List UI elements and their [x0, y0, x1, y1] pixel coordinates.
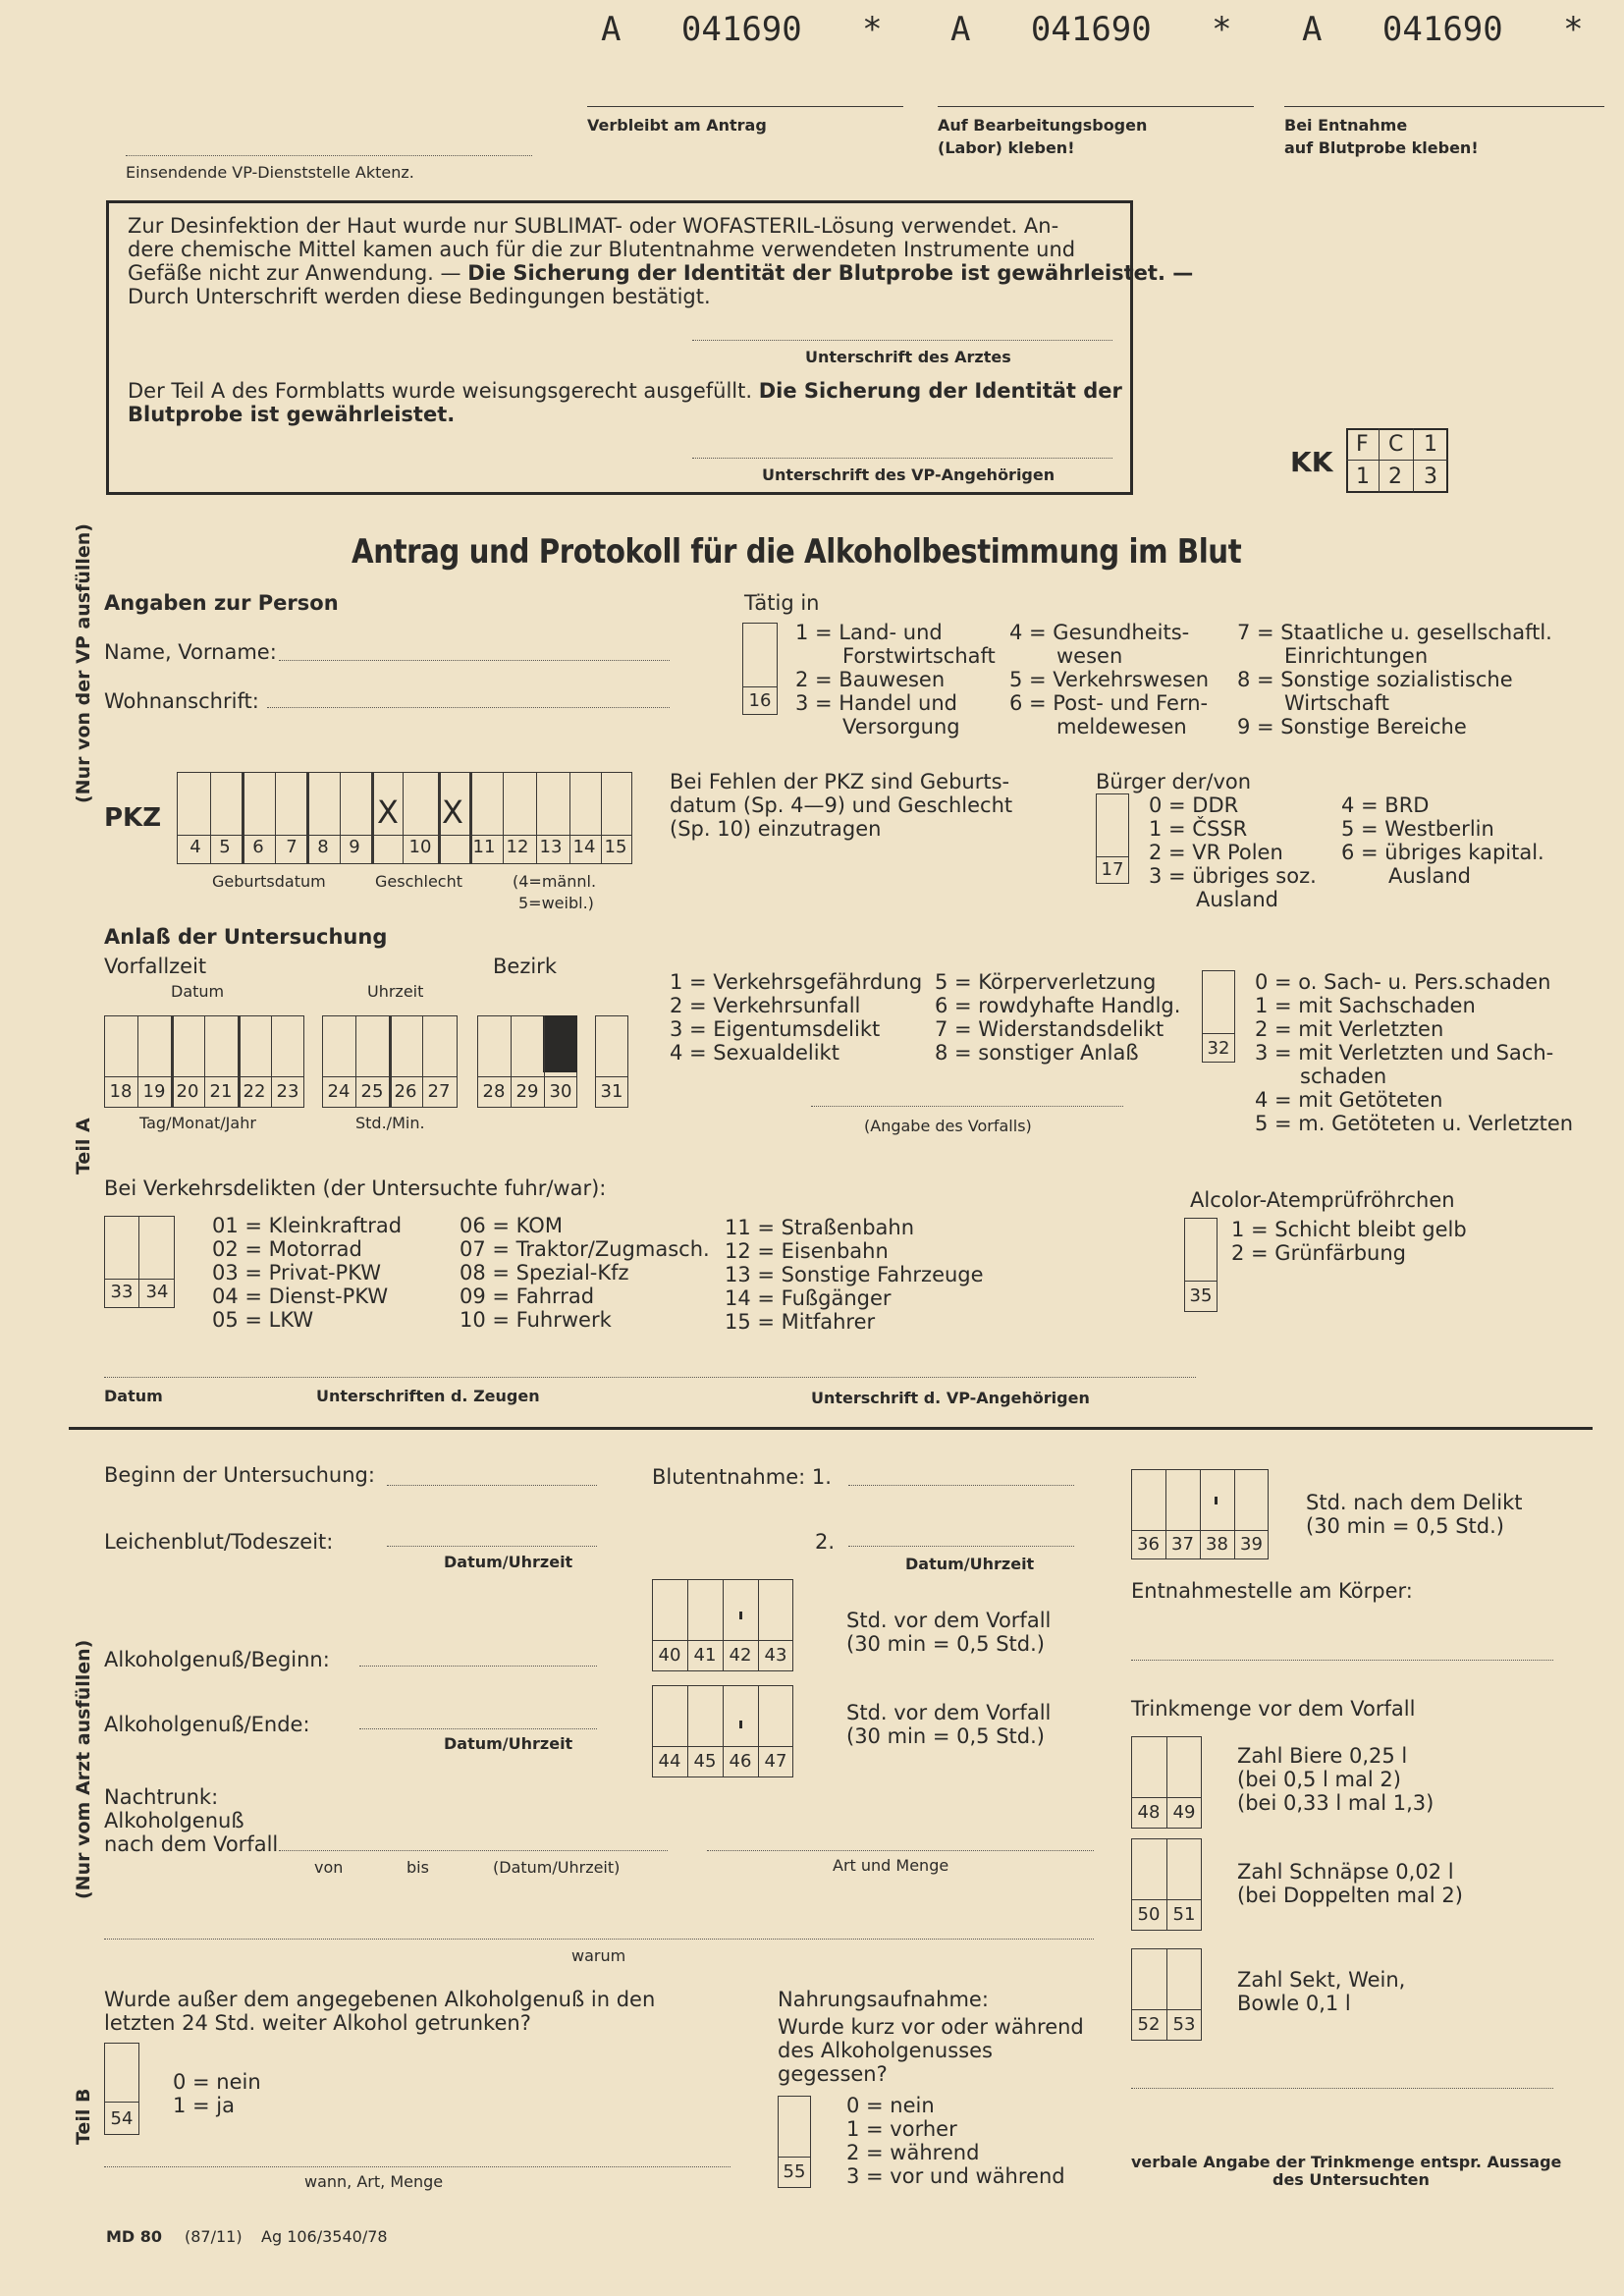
- pkz-num-10: 10: [408, 837, 432, 857]
- side-label-teil-b: Teil B: [73, 2088, 94, 2145]
- pkz-num-4: 4: [189, 837, 201, 857]
- num-51: 51: [1172, 1904, 1196, 1925]
- verkehr-c1-1: 02 = Motorrad: [212, 1237, 362, 1261]
- num-49: 49: [1172, 1802, 1196, 1823]
- alcolor-2: 2 = Grünfärbung: [1231, 1241, 1407, 1265]
- taetig-2: 2 = Bauwesen: [795, 668, 946, 691]
- biere-1: (bei 0,5 l mal 2): [1237, 1768, 1401, 1791]
- taetig-6b: meldewesen: [1056, 715, 1187, 738]
- footer-md: MD 80: [106, 2227, 163, 2246]
- uhrzeit-label: Uhrzeit: [367, 982, 424, 1001]
- box-para2-line1: Der Teil A des Formblatts wurde weisungsgerecht ausgefüllt. Die Sicherung der Identität der: [128, 379, 1122, 403]
- std-vor-2a: (30 min = 0,5 Std.): [846, 1632, 1045, 1656]
- warum-field[interactable]: [104, 1939, 1094, 1940]
- num-38: 38: [1206, 1534, 1228, 1555]
- nachtrunk-time-field[interactable]: [279, 1850, 668, 1851]
- verkehr-c2-3: 09 = Fahrrad: [460, 1285, 595, 1308]
- alcolor-1: 1 = Schicht bleibt gelb: [1231, 1218, 1467, 1241]
- pkz-num-6: 6: [252, 837, 264, 857]
- std-label: Std./Min.: [355, 1114, 425, 1132]
- num-28: 28: [482, 1081, 506, 1102]
- box-para1-line1: Zur Desinfektion der Haut wurde nur SUBLIMAT- oder WOFASTERIL-Lösung verwendet. An-: [128, 214, 1059, 238]
- serial-letter: A: [601, 10, 622, 49]
- blut2-label: 2.: [815, 1530, 836, 1554]
- buerger-heading: Bürger der/von: [1096, 770, 1252, 793]
- verkehr-c1-2: 03 = Privat-PKW: [212, 1261, 381, 1285]
- footer-code2: Ag 106/3540/78: [261, 2227, 388, 2246]
- bezirk-filled-cell: [543, 1015, 577, 1072]
- num-19: 19: [142, 1081, 166, 1102]
- label-dienststelle: Einsendende VP-Dienststelle Aktenz.: [126, 163, 414, 182]
- num-25: 25: [360, 1081, 384, 1102]
- serial-letter: A: [1302, 10, 1323, 49]
- tag-label: Tag/Monat/Jahr: [139, 1114, 256, 1132]
- pkz-num-12: 12: [506, 837, 529, 857]
- anlass-heading: Anlaß der Untersuchung: [104, 925, 388, 949]
- trink-heading: Trinkmenge vor dem Vorfall: [1131, 1697, 1416, 1721]
- verbal-field[interactable]: [1131, 2088, 1553, 2089]
- num-22: 22: [243, 1081, 266, 1102]
- pkz-num-15: 15: [604, 837, 627, 857]
- blut1-field[interactable]: [848, 1485, 1074, 1486]
- leichen-datum-uhr: Datum/Uhrzeit: [444, 1553, 573, 1571]
- num-36: 36: [1137, 1534, 1160, 1555]
- num-44: 44: [658, 1751, 681, 1772]
- num-18: 18: [109, 1081, 133, 1102]
- num-45: 45: [693, 1751, 717, 1772]
- ende-datum-uhr: Datum/Uhrzeit: [444, 1734, 573, 1753]
- anlass-c1-3: 4 = Sexualdelikt: [670, 1041, 839, 1065]
- label-entnahme-2: auf Blutprobe kleben!: [1284, 138, 1479, 157]
- taetig-8b: Wirtschaft: [1284, 691, 1389, 715]
- std-delikt-1: Std. nach dem Delikt: [1306, 1491, 1523, 1514]
- box-para1-line3: Gefäße nicht zur Anwendung. — Die Sicherung der Identität der Blutprobe ist gewährleistet. —: [128, 261, 1194, 285]
- verkehr-c1-4: 05 = LKW: [212, 1308, 314, 1332]
- anlass-c2-0: 5 = Körperverletzung: [935, 970, 1157, 994]
- section-divider: [69, 1427, 1593, 1430]
- vorfallzeit-label: Vorfallzeit: [104, 955, 207, 978]
- taetig-num: 16: [748, 690, 772, 711]
- num-32: 32: [1207, 1038, 1230, 1059]
- label-bearbeitung-1: Auf Bearbeitungsbogen: [938, 116, 1148, 135]
- num-20: 20: [176, 1081, 199, 1102]
- taetig-7b: Einrichtungen: [1284, 644, 1429, 668]
- num-24: 24: [327, 1081, 351, 1102]
- verbal-2: des Untersuchten: [1272, 2170, 1430, 2189]
- taetig-3b: Versorgung: [842, 715, 960, 738]
- vorfall-label: (Angabe des Vorfalls): [864, 1117, 1032, 1135]
- art-label: Art und Menge: [833, 1856, 949, 1875]
- pkz-cell-divider: [275, 772, 276, 864]
- pkz-maennl: (4=männl.: [513, 872, 597, 891]
- anlass-c3-6: 5 = m. Getöteten u. Verletzten: [1255, 1112, 1574, 1135]
- num-50: 50: [1137, 1904, 1161, 1925]
- nahrung-2: des Alkoholgenusses: [778, 2039, 993, 2062]
- num-30: 30: [549, 1081, 572, 1102]
- side-label-teil-a: Teil A: [73, 1118, 94, 1175]
- alcolor-heading: Alcolor-Atemprüfröhrchen: [1190, 1188, 1455, 1212]
- num-40: 40: [658, 1645, 681, 1666]
- pkz-num-14: 14: [572, 837, 596, 857]
- num-52: 52: [1137, 2014, 1161, 2035]
- blut2-datum-uhr: Datum/Uhrzeit: [905, 1555, 1035, 1573]
- blut-label: Blutentnahme: 1.: [652, 1465, 832, 1489]
- pkz-cell-divider: [371, 772, 374, 864]
- num-26: 26: [394, 1081, 417, 1102]
- wohn-field[interactable]: [267, 707, 670, 708]
- biere-2: (bei 0,33 l mal 1,3): [1237, 1791, 1435, 1815]
- anlass-c2-2: 7 = Widerstandsdelikt: [935, 1017, 1164, 1041]
- buerger-l0: 0 = DDR: [1149, 793, 1239, 817]
- buerger-r2: 6 = übriges kapital.: [1341, 841, 1544, 864]
- anlass-c3-2: 2 = mit Verletzten: [1255, 1017, 1444, 1041]
- serial-star: *: [1563, 10, 1584, 49]
- num-33: 33: [110, 1282, 134, 1302]
- num-21: 21: [209, 1081, 233, 1102]
- taetig-7a: 7 = Staatliche u. gesellschaftl.: [1237, 621, 1552, 644]
- anlass-c1-2: 3 = Eigentumsdelikt: [670, 1017, 881, 1041]
- pkz-label: PKZ: [104, 803, 162, 833]
- verkehr-c1-3: 04 = Dienst-PKW: [212, 1285, 389, 1308]
- buerger-l4: Ausland: [1196, 888, 1278, 911]
- anlass-c3-0: 0 = o. Sach- u. Pers.schaden: [1255, 970, 1551, 994]
- sekt-1: Bowle 0,1 l: [1237, 1992, 1351, 2015]
- ja-nein-0: 0 = nein: [173, 2070, 261, 2094]
- pkz-num-5: 5: [219, 837, 231, 857]
- verkehr-heading: Bei Verkehrsdelikten (der Untersuchte fuhr/war):: [104, 1176, 607, 1200]
- person-heading: Angaben zur Person: [104, 591, 339, 615]
- verkehr-c2-1: 07 = Traktor/Zugmasch.: [460, 1237, 710, 1261]
- name-field[interactable]: [279, 660, 670, 661]
- nachtrunk-art-field[interactable]: [707, 1850, 1094, 1851]
- beginn-label: Beginn der Untersuchung:: [104, 1463, 375, 1487]
- anlass-c3-5: 4 = mit Getöteten: [1255, 1088, 1443, 1112]
- schnaps-1: (bei Doppelten mal 2): [1237, 1884, 1463, 1907]
- nahrung-item-2: 2 = während: [846, 2141, 980, 2164]
- pkz-num-7: 7: [286, 837, 298, 857]
- serial-number: 041690: [1381, 10, 1503, 49]
- verkehr-c3-4: 15 = Mitfahrer: [725, 1310, 876, 1334]
- pkz-note-2: datum (Sp. 4—9) und Geschlecht: [670, 793, 1013, 817]
- taetig-1b: Forstwirtschaft: [842, 644, 996, 668]
- verkehr-vp-sig: Unterschrift d. VP-Angehörigen: [811, 1389, 1090, 1407]
- kk-top-1: F: [1356, 432, 1369, 457]
- serial-3: [1302, 10, 1584, 49]
- pkz-geburtsdatum: Geburtsdatum: [212, 872, 326, 891]
- sig-arzt-label: Unterschrift des Arztes: [805, 348, 1011, 366]
- ja-nein-1: 1 = ja: [173, 2094, 236, 2117]
- decimal-comma: [739, 1721, 742, 1728]
- buerger-r0: 4 = BRD: [1341, 793, 1430, 817]
- bezirk-label: Bezirk: [493, 955, 557, 978]
- num-34: 34: [145, 1282, 169, 1302]
- warum-label: warum: [571, 1946, 626, 1965]
- serial-1: [601, 10, 883, 49]
- genuss-beginn-label: Alkoholgenuß/Beginn:: [104, 1648, 330, 1671]
- num-39: 39: [1240, 1534, 1263, 1555]
- pkz-cell-divider: [438, 772, 441, 864]
- serial-2: [950, 10, 1232, 49]
- biere-0: Zahl Biere 0,25 l: [1237, 1744, 1408, 1768]
- leichen-field[interactable]: [387, 1546, 597, 1547]
- num-43: 43: [764, 1645, 787, 1666]
- pkz-num-8: 8: [317, 837, 329, 857]
- taetig-1a: 1 = Land- und: [795, 621, 943, 644]
- anlass-c1-1: 2 = Verkehrsunfall: [670, 994, 861, 1017]
- taetig-9: 9 = Sonstige Bereiche: [1237, 715, 1467, 738]
- decimal-comma: [1215, 1497, 1218, 1504]
- datum-uhr-label: (Datum/Uhrzeit): [493, 1858, 621, 1877]
- pkz-num-11: 11: [472, 837, 496, 857]
- buerger-l1: 1 = ČSSR: [1149, 817, 1248, 841]
- nahrung-item-3: 3 = vor und während: [846, 2164, 1065, 2188]
- num-27: 27: [427, 1081, 451, 1102]
- nahrung-item-0: 0 = nein: [846, 2094, 935, 2117]
- taetig-3a: 3 = Handel und: [795, 691, 957, 715]
- nahrung-3: gegessen?: [778, 2062, 888, 2086]
- verkehr-datum: Datum: [104, 1387, 163, 1405]
- verkehr-c1-0: 01 = Kleinkraftrad: [212, 1214, 403, 1237]
- taetig-8a: 8 = Sonstige sozialistische: [1237, 668, 1513, 691]
- decimal-comma: [739, 1612, 742, 1619]
- buerger-num: 17: [1101, 859, 1124, 880]
- verbal-1: verbale Angabe der Trinkmenge entspr. Aussage: [1131, 2153, 1562, 2171]
- pkz-note-3: (Sp. 10) einzutragen: [670, 817, 882, 841]
- genuss-ende-label: Alkoholgenuß/Ende:: [104, 1713, 310, 1736]
- entnahmestelle-label: Entnahmestelle am Körper:: [1131, 1579, 1413, 1603]
- box-para1-line4: Durch Unterschrift werden diese Bedingungen bestätigt.: [128, 285, 711, 308]
- anlass-c3-3: 3 = mit Verletzten und Sach-: [1255, 1041, 1554, 1065]
- serial-star: *: [862, 10, 883, 49]
- wann-label: wann, Art, Menge: [304, 2172, 444, 2191]
- num-31: 31: [600, 1081, 623, 1102]
- num-41: 41: [693, 1645, 717, 1666]
- entnahmestelle-field[interactable]: [1131, 1660, 1553, 1661]
- num-42: 42: [729, 1645, 752, 1666]
- num-37: 37: [1171, 1534, 1194, 1555]
- taetig-4b: wesen: [1056, 644, 1123, 668]
- wann-field[interactable]: [104, 2166, 731, 2167]
- blut2-field[interactable]: [848, 1546, 1074, 1547]
- box-para2-line2: Blutprobe ist gewährleistet.: [128, 403, 456, 426]
- nachtrunk-2: nach dem Vorfall: [104, 1832, 279, 1856]
- pkz-weibl: 5=weibl.): [518, 894, 594, 912]
- num-35: 35: [1189, 1285, 1213, 1306]
- std-vor-1a: Std. vor dem Vorfall: [846, 1609, 1052, 1632]
- pkz-geschlecht: Geschlecht: [375, 872, 463, 891]
- kk-top-2: C: [1388, 432, 1404, 457]
- serial-star: *: [1212, 10, 1232, 49]
- nachtrunk-0: Nachtrunk:: [104, 1785, 219, 1809]
- kk-bottom-1: 1: [1356, 465, 1370, 489]
- sekt-0: Zahl Sekt, Wein,: [1237, 1968, 1406, 1992]
- page-title: Antrag und Protokoll für die Alkoholbestimmung im Blut: [352, 532, 1242, 572]
- kk-bottom-3: 3: [1424, 465, 1437, 489]
- serial-letter: A: [950, 10, 971, 49]
- anlass-c3-4: schaden: [1300, 1065, 1387, 1088]
- side-label-arzt: (Nur vom Arzt ausfüllen): [73, 1639, 94, 1899]
- buerger-r3: Ausland: [1388, 864, 1471, 888]
- num-23: 23: [276, 1081, 299, 1102]
- buerger-l3: 3 = übriges soz.: [1149, 864, 1317, 888]
- pkz-note-1: Bei Fehlen der PKZ sind Geburts-: [670, 770, 1010, 793]
- num-48: 48: [1137, 1802, 1161, 1823]
- num-55: 55: [783, 2161, 806, 2182]
- verkehr-c2-2: 08 = Spezial-Kfz: [460, 1261, 629, 1285]
- vorfall-field[interactable]: [811, 1106, 1123, 1107]
- nahrung-0: Nahrungsaufnahme:: [778, 1988, 989, 2011]
- num-29: 29: [515, 1081, 539, 1102]
- buerger-r1: 5 = Westberlin: [1341, 817, 1494, 841]
- verkehr-c2-4: 10 = Fuhrwerk: [460, 1308, 612, 1332]
- frage-1: Wurde außer dem angegebenen Alkoholgenuß in den: [104, 1988, 656, 2011]
- std-delikt-2: (30 min = 0,5 Std.): [1306, 1514, 1504, 1538]
- nahrung-item-1: 1 = vorher: [846, 2117, 957, 2141]
- nachtrunk-1: Alkoholgenuß: [104, 1809, 244, 1832]
- anlass-c2-1: 6 = rowdyhafte Handlg.: [935, 994, 1181, 1017]
- verkehr-c3-2: 13 = Sonstige Fahrzeuge: [725, 1263, 984, 1286]
- sig-vp-label: Unterschrift des VP-Angehörigen: [762, 465, 1056, 484]
- serial-number: 041690: [680, 10, 802, 49]
- verkehr-c3-3: 14 = Fußgänger: [725, 1286, 892, 1310]
- taetig-6a: 6 = Post- und Fern-: [1009, 691, 1209, 715]
- pkz-x-2: X: [442, 793, 463, 831]
- verkehr-c3-0: 11 = Straßenbahn: [725, 1216, 915, 1239]
- anlass-c3-1: 1 = mit Sachschaden: [1255, 994, 1476, 1017]
- nahrung-1: Wurde kurz vor oder während: [778, 2015, 1084, 2039]
- leichen-label: Leichenblut/Todeszeit:: [104, 1530, 334, 1554]
- kk-top-3: 1: [1424, 432, 1437, 457]
- von-label: von: [314, 1858, 344, 1877]
- label-bearbeitung-2: (Labor) kleben!: [938, 138, 1075, 157]
- buerger-l2: 2 = VR Polen: [1149, 841, 1283, 864]
- wohn-label: Wohnanschrift:: [104, 689, 259, 713]
- verkehr-c3-1: 12 = Eisenbahn: [725, 1239, 889, 1263]
- datum-label: Datum: [171, 982, 225, 1001]
- serial-number: 041690: [1030, 10, 1152, 49]
- pkz-num-13: 13: [539, 837, 563, 857]
- std-vor-2b: (30 min = 0,5 Std.): [846, 1724, 1045, 1748]
- taetig-heading: Tätig in: [744, 591, 820, 615]
- box-para1-line2: dere chemische Mittel kamen auch für die zur Blutentnahme verwendeten Instrumente und: [128, 238, 1076, 261]
- kk-bottom-2: 2: [1388, 465, 1402, 489]
- num-47: 47: [764, 1751, 787, 1772]
- label-entnahme-1: Bei Entnahme: [1284, 116, 1408, 135]
- anlass-c1-0: 1 = Verkehrsgefährdung: [670, 970, 923, 994]
- verkehr-zeugen: Unterschriften d. Zeugen: [316, 1387, 540, 1405]
- verkehr-c2-0: 06 = KOM: [460, 1214, 563, 1237]
- anlass-c2-3: 8 = sonstiger Anlaß: [935, 1041, 1139, 1065]
- num-46: 46: [729, 1751, 752, 1772]
- genuss-ende-field[interactable]: [359, 1728, 597, 1729]
- name-label: Name, Vorname:: [104, 640, 277, 664]
- std-vor-1b: Std. vor dem Vorfall: [846, 1701, 1052, 1724]
- taetig-4a: 4 = Gesundheits-: [1009, 621, 1190, 644]
- num-53: 53: [1172, 2014, 1196, 2035]
- frage-2: letzten 24 Std. weiter Alkohol getrunken?: [104, 2011, 531, 2035]
- beginn-field[interactable]: [387, 1485, 597, 1486]
- genuss-beginn-field[interactable]: [359, 1666, 597, 1667]
- taetig-5: 5 = Verkehrswesen: [1009, 668, 1210, 691]
- pkz-x-1: X: [377, 793, 399, 831]
- side-label-vp: (Nur von der VP ausfüllen): [73, 523, 94, 803]
- pkz-num-9: 9: [349, 837, 360, 857]
- num-54: 54: [110, 2108, 134, 2129]
- bis-label: bis: [406, 1858, 429, 1877]
- label-verbleibt: Verbleibt am Antrag: [587, 116, 767, 135]
- schnaps-0: Zahl Schnäpse 0,02 l: [1237, 1860, 1454, 1884]
- kk-label: KK: [1290, 446, 1333, 478]
- footer-code1: (87/11): [185, 2227, 243, 2246]
